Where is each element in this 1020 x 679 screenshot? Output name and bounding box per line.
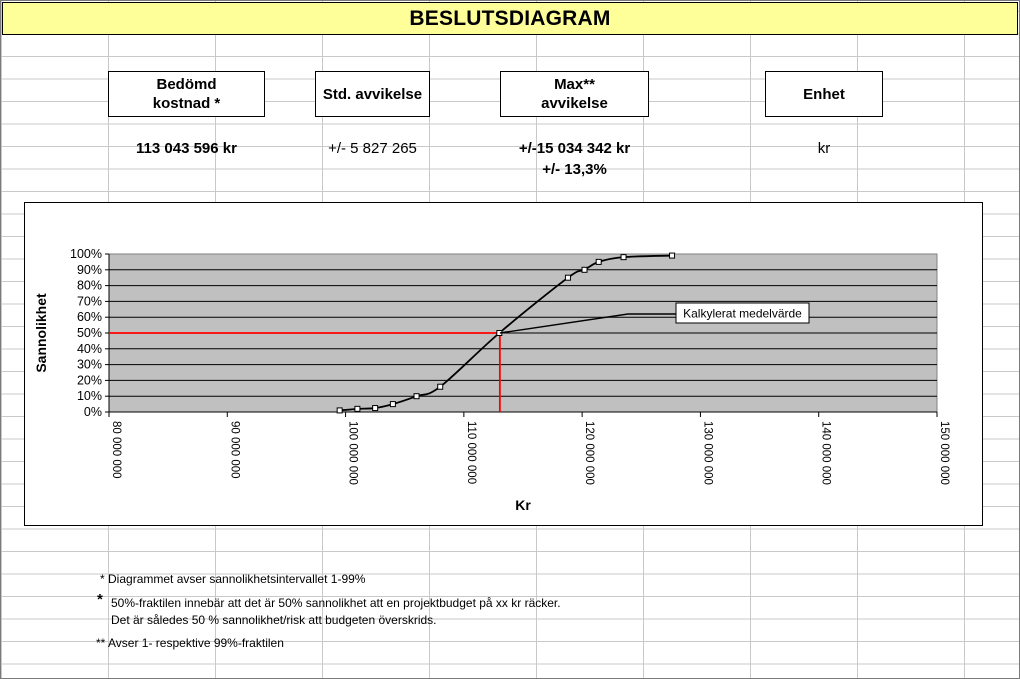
header-unit (765, 71, 883, 117)
note-2-line-1: 50%-fraktilen innebär att det är 50% sannolikhet att en projektbudget på xx kr räcker. (111, 596, 561, 610)
y-tick-label: 50% (76, 326, 102, 340)
data-point (596, 259, 601, 264)
value-unit: kr (817, 140, 831, 157)
header-cost (108, 71, 265, 117)
data-point (390, 402, 395, 407)
page-title (2, 2, 1018, 35)
y-tick-label: 10% (76, 389, 102, 404)
x-tick-label: 110 000 000 (464, 421, 477, 485)
value-max-line2: +/- 13,3% (542, 161, 607, 178)
x-tick-label: 150 000 000 (938, 421, 950, 485)
header-max-line1: Max** (554, 76, 595, 93)
value-std: +/- 5 827 265 (328, 140, 417, 157)
x-tick-label: 90 000 000 (228, 421, 241, 479)
data-point (582, 267, 587, 272)
x-axis-title: Kr (515, 497, 531, 513)
note-2-mark: * (97, 591, 103, 608)
y-tick-label: 40% (76, 341, 102, 356)
header-std (315, 71, 430, 117)
chart-svg (25, 203, 982, 525)
y-tick-label: 100% (70, 247, 102, 261)
header-cost-line2: kostnad * (152, 95, 221, 112)
note-3-mark: ** (96, 636, 106, 650)
x-tick-label: 120 000 000 (583, 421, 596, 485)
data-point (373, 406, 378, 411)
note-1-mark: * (100, 572, 105, 586)
note-3-text: Avser 1- respektive 99%-fraktilen (108, 636, 284, 650)
note-1-text: Diagrammet avser sannolikhetsintervallet 1-99% (108, 572, 366, 586)
y-tick-label: 70% (76, 294, 102, 309)
data-point (565, 275, 570, 280)
header-unit-text: Enhet (803, 85, 845, 103)
note-1 (100, 572, 365, 587)
header-std-text: Std. avvikelse (322, 85, 423, 103)
y-tick-label: 30% (76, 357, 102, 372)
annotation-text: Kalkylerat medelvärde (683, 306, 802, 321)
x-tick-label: 140 000 000 (819, 421, 832, 485)
value-max-line1: +/-15 034 342 kr (518, 140, 631, 157)
data-point (438, 384, 443, 389)
decision-chart (24, 202, 983, 526)
data-point (621, 255, 626, 260)
page-title-text: BESLUTSDIAGRAM (409, 6, 611, 30)
header-max-line2: avvikelse (541, 95, 608, 112)
y-tick-label: 20% (76, 373, 102, 388)
y-tick-label: 80% (76, 278, 102, 293)
note-3 (96, 636, 284, 651)
note-2-mark-wrap (97, 592, 103, 608)
data-point (414, 394, 419, 399)
header-max (500, 71, 649, 117)
y-tick-label: 60% (76, 310, 102, 325)
data-point (355, 406, 360, 411)
x-tick-label: 100 000 000 (346, 421, 359, 485)
header-cost-line1: Bedömd (156, 76, 217, 93)
y-tick-label: 90% (76, 262, 102, 277)
data-point (337, 408, 342, 413)
data-point (670, 253, 675, 258)
y-tick-label: 0% (83, 405, 102, 419)
note-2-line-2: Det är således 50 % sannolikhet/risk att budgeten överskrids. (111, 613, 437, 627)
x-tick-label: 130 000 000 (701, 421, 714, 485)
value-cost: 113 043 596 kr (136, 140, 237, 157)
x-tick-label: 80 000 000 (110, 421, 122, 479)
y-axis-title: Sannolikhet (33, 293, 49, 373)
